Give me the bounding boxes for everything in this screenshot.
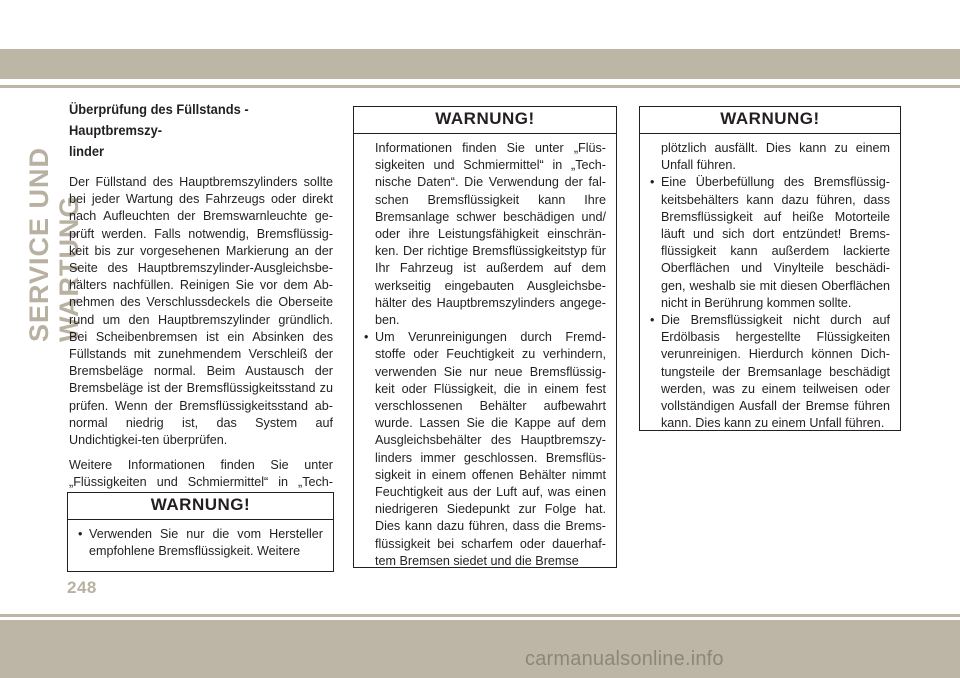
footer-band: [0, 620, 960, 678]
header-rule: [0, 85, 960, 88]
warning-text: plötzlich ausfällt. Dies kann zu einem Unfall führen.: [661, 141, 890, 173]
header-band: [0, 49, 960, 79]
warning-bullet: • Um Verunreinigungen durch Fremd-stoffe oder Feuchtigkeit zu verhindern, verwenden Sie nur neue Bremsflüssig-keit oder Flüssigkeit, die in einem fest verschlossenen Behälter aufbewahrt wurde. Lassen Sie die Kappe auf dem Ausgleichsbehälter des Hauptbremszy-linders immer geschlossen. Bremsflüs-sigkeit in einem offenen Behälter nimmt Feuchtigkeit aus der Luft auf, was einen niedrigeren Siedepunkt zur Folge hat. Dies kann dazu führen, dass die Brems-flüssigkeit bei scharfem oder dauerhaf-tem Bremsen siedet und die Bremse: [364, 329, 606, 570]
warning-title: WARNUNG!: [640, 107, 900, 134]
section-heading: Überprüfung des Füllstands - Hauptbremszy- linder: [69, 101, 249, 159]
warning-box-1: [67, 492, 334, 572]
warning-box-3: [639, 106, 901, 431]
warning-title: WARNUNG!: [354, 107, 616, 134]
warning-body: [354, 134, 616, 576]
footer-rule: [0, 614, 960, 617]
warning-bullet: • Die Bremsflüssigkeit nicht durch auf Erdölbasis hergestellte Flüssigkeiten verunreinigen. Hierdurch können Dich-tungsteile der Bremsanlage beschädigt werden, was zu einem teilweisen oder vollständigen Ausfall der Bremse führen kann. Dies kann zu einem Unfall führen.: [650, 312, 890, 432]
section-side-label: SERVICE UND WARTUNG: [24, 146, 84, 342]
warning-bullet: • Verwenden Sie nur die vom Hersteller empfohlene Bremsflüssigkeit. Weitere: [78, 526, 323, 560]
page-number: 248: [67, 578, 97, 597]
watermark-text: carmanualsonline.info: [525, 648, 724, 670]
warning-box-2: [353, 106, 617, 568]
left-column: [69, 99, 333, 517]
paragraph-1: Der Füllstand des Hauptbremszylinders sollte bei jeder Wartung des Fahrzeugs oder direkt nach Aufleuchten der Bremswarnleuchte ge-prüft werden. Falls notwendig, Bremsflüssig-keit bis zur vorgesehenen Markierung an der Seite des Hauptbremszylinder-Ausgleichsbe-hälters nachfüllen. Reinigen Sie vor dem Ab-nehmen des Verschlussdeckels die Oberseite rund um den Hauptbremszylinder gründlich. Bei Scheibenbremsen ist ein Absinken des Füllstands mit zunehmendem Verschleiß der Bremsbeläge normal. Beim Austausch der Bremsbeläge ist der Bremsflüssigkeitsstand zu prüfen. Wenn der Bremsflüssigkeitsstand ab-normal niedrig ist, das System auf Undichtigkei-ten überprüfen.: [69, 175, 333, 448]
warning-title: WARNUNG!: [68, 493, 333, 520]
warning-text: Informationen finden Sie unter „Flüs-sigkeiten und Schmiermittel“ in „Tech-nische Daten“. Die Verwendung der fal-schen Bremsflüssigkeit kann Ihre Bremsanlage schwer beschädigen und/ oder ihre Leistungsfähigkeit einschrän-ken. Der richtige Bremsflüssigkeitstyp für Ihr Fahrzeug ist außerdem auf dem werkseitig eingebauten Ausgleichsbe-hälter des Hauptbremszylinders angege-ben.: [375, 141, 606, 328]
warning-bullet: • Eine Überbefüllung des Bremsflüssig-keitsbehälters kann dazu führen, dass Bremsflüssigkeit auf heiße Motorteile läuft und sich dort entzündet! Brems-flüssigkeit kann außerdem lackierte Oberflächen und Vinylteile beschädi-gen, weshalb sie mit diesen Oberflächen nicht in Berührung kommen sollte.: [650, 174, 890, 312]
warning-body: [640, 134, 900, 438]
warning-body: [68, 520, 333, 566]
paragraph-2: Weitere Informationen finden Sie unter „Flüssigkeiten und Schmiermittel“ in „Tech-: [69, 458, 333, 490]
